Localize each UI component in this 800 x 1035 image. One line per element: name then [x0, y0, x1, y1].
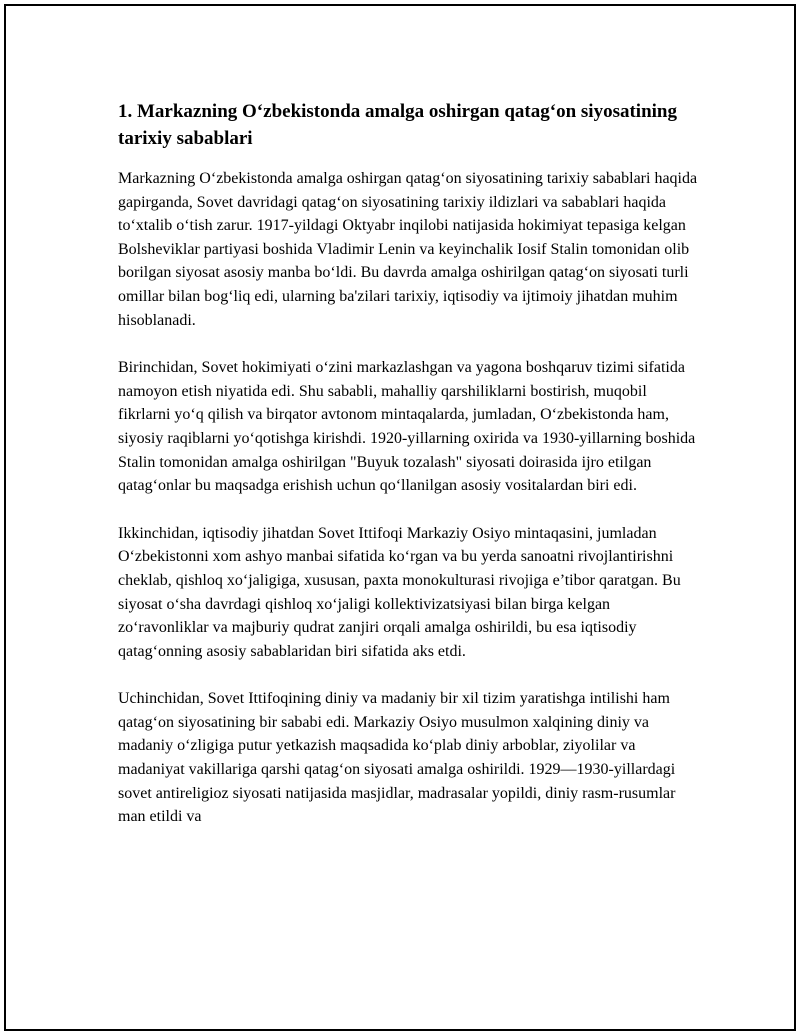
paragraph-3: Ikkinchidan, iqtisodiy jihatdan Sovet Ittifoqi Markaziy Osiyo mintaqasini, jumladan O‘zbekistonni xom ashyo manbai sifatida ko‘rgan va bu yerda sanoatni rivojlantirishni cheklab, qishloq xo‘jaligiga, xususan, paxta monokulturasi rivojiga e’tibor qaratgan. Bu siyosat o‘sha davrdagi qishloq xo‘jaligi kollektivizatsiyasi bilan birga kelgan zo‘ravonliklar va majburiy qudrat zanjiri orqali amalga oshirildi, bu esa iqtisodiy qatag‘onning asosiy sabablaridan biri sifatida aks etdi. — [118, 524, 681, 660]
paragraph-4: Uchinchidan, Sovet Ittifoqining diniy va madaniy bir xil tizim yaratishga intilishi ham qatag‘on siyosatining bir sababi edi. Markaziy Osiyo musulmon xalqining diniy va madaniy o‘zligiga putur yetkazish maqsadida ko‘plab diniy arboblar, ziyolilar va madaniyat vakillariga qarshi qatag‘on siyosati amalga oshirildi. 1929—1930-yillardagi sovet antireligioz siyosati natijasida masjidlar, madrasalar yopildi, diniy rasm-rusumlar man etildi va — [118, 690, 676, 826]
section-heading: 1. Markazning O‘zbekistonda amalga oshirgan qatag‘on siyosatining tarixiy sabablari — [118, 101, 677, 149]
document-body — [118, 98, 698, 853]
paragraph-2: Birinchidan, Sovet hokimiyati o‘zini markazlashgan va yagona boshqaruv tizimi sifatida namoyon etish niyatida edi. Shu sababli, mahalliy qarshiliklarni bostirish, muqobil fikrlarni yo‘q qilish va birqator avtonom mintaqalarda, jumladan, O‘zbekistonda ham, siyosiy raqiblarni yo‘qotishga kirishdi. 1920-yillarning oxirida va 1930-yillarning boshida Stalin tomonidan amalga oshirilgan "Buyuk tozalash" siyosati doirasida ijro etilgan qatag‘onlar bu maqsadga erishish uchun qo‘llanilgan asosiy vositalardan biri edi. — [118, 359, 696, 495]
paragraph-1: Markazning O‘zbekistonda amalga oshirgan qatag‘on siyosatining tarixiy sabablari haqida gapirganda, Sovet davridagi qatag‘on siyosatining tarixiy ildizlari va sabablari haqida to‘xtalib o‘tish zarur. 1917-yildagi Oktyabr inqilobi natijasida hokimiyat tepasiga kelgan Bolsheviklar partiyasi boshida Vladimir Lenin va keyinchalik Iosif Stalin tomonidan olib borilgan siyosat asosiy manba bo‘ldi. Bu davrda amalga oshirilgan qatag‘on siyosati turli omillar bilan bog‘liq edi, ularning ba'zilari tarixiy, iqtisodiy va ijtimoiy jihatdan muhim hisoblanadi. — [118, 170, 698, 329]
page-border — [4, 4, 796, 1031]
